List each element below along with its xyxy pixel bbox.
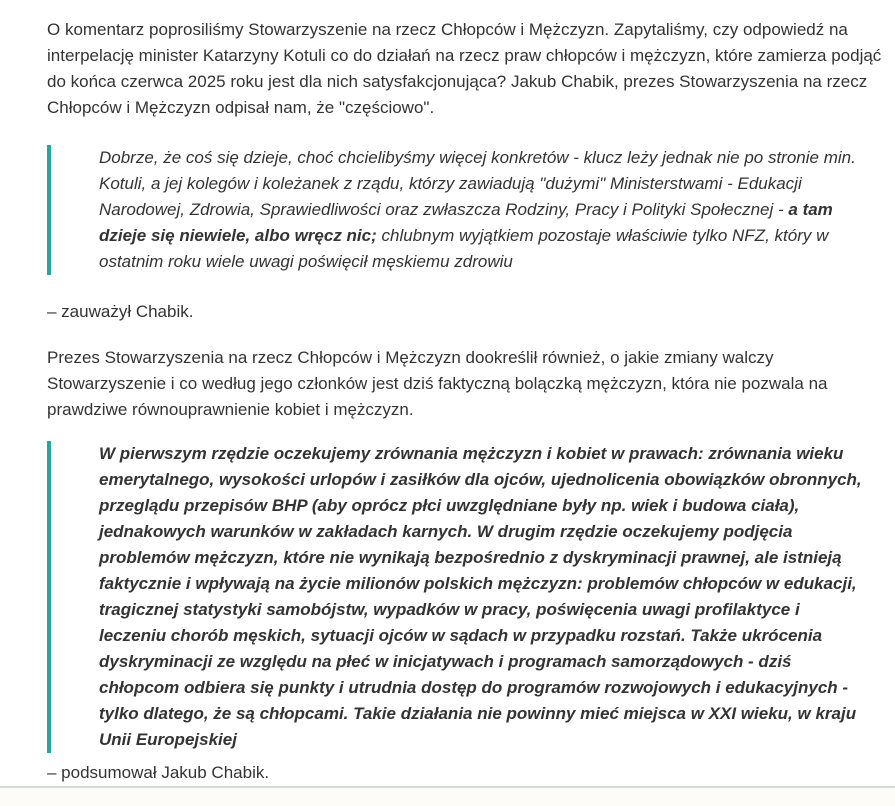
attribution-1: – zauważył Chabik. [47, 302, 194, 321]
quote-text: Dobrze, że coś się dzieje, choć chcielibyśmy więcej konkretów - klucz leży jednak nie po stronie min. Kotuli, a jej kolegów i koleżanek z rządu, którzy zawiadują "dużymi" Ministerstwami - Edukacji Narodowej, Zdrowia, Sprawiedliwości oraz zwłaszcza Rodziny, Pracy i Polityki Społecznej - [99, 148, 856, 219]
paragraph-intro: O komentarz poprosiliśmy Stowarzyszenie na rzecz Chłopców i Mężczyzn. Zapytaliśmy, czy odpowiedź na interpelację minister Katarzyny Kotuli co do działań na rzecz praw chłopców i mężczyzn, które zamierza podjąć do końca czerwca 2025 roku jest dla nich satysfakcjonująca? Jakub Chabik, prezes Stowarzyszenia na rzecz Chłopców i Mężczyzn odpisał nam, że "częściowo". [47, 20, 882, 117]
bottom-bar [0, 786, 895, 806]
blockquote-1 [47, 145, 869, 275]
attribution-2: – podsumował Jakub Chabik. [47, 763, 270, 782]
quote-bold-text: a tam dzieje się niewiele, albo wręcz nic; [99, 200, 833, 245]
paragraph-2: Prezes Stowarzyszenia na rzecz Chłopców i Mężczyzn dookreślił również, o jakie zmiany walczy Stowarzyszenie i co według jego członków jest dziś faktyczną bolączką mężczyzn, która nie pozwala na prawdziwe równouprawnienie kobiet i mężczyzn. [47, 348, 828, 419]
blockquote-2: W pierwszym rzędzie oczekujemy zrównania mężczyzn i kobiet w prawach: zrównania wieku emerytalnego, wysokości urlopów i zasiłków dla ojców, ujednolicenia obowiązków obronnych, przeglądu przepisów BHP (aby oprócz płci uwzględniane były np. wiek i budowa ciała), jednakowych warunków w zakładach karnych. W drugim rzędzie oczekujemy podjęcia problemów mężczyzn, które nie wynikają bezpośrednio z dyskryminacji prawnej, ale istnieją faktycznie i wpływają na życie milionów polskich mężczyzn: problemów chłopców w edukacji, tragicznej statystyki samobójstw, wypadków w pracy, poświęcenia uwagi profilaktyce i leczeniu chorób męskich, sytuacji ojców w sądach w przypadku rozstań. Także ukrócenia dyskryminacji ze względu na płeć w inicjatywach i programach samorządowych - dziś chłopcom odbiera się punkty i utrudnia dostęp do programów rozwojowych i edukacyjnych - tylko dlatego, że są chłopcami. Takie działania nie powinny mieć miejsca w XXI wieku, w kraju Unii Europejskiej [47, 441, 869, 753]
quote-text: chlubnym wyjątkiem pozostaje właściwie tylko NFZ, który w ostatnim roku wiele uwagi poświęcił męskiemu zdrowiu [99, 226, 829, 271]
